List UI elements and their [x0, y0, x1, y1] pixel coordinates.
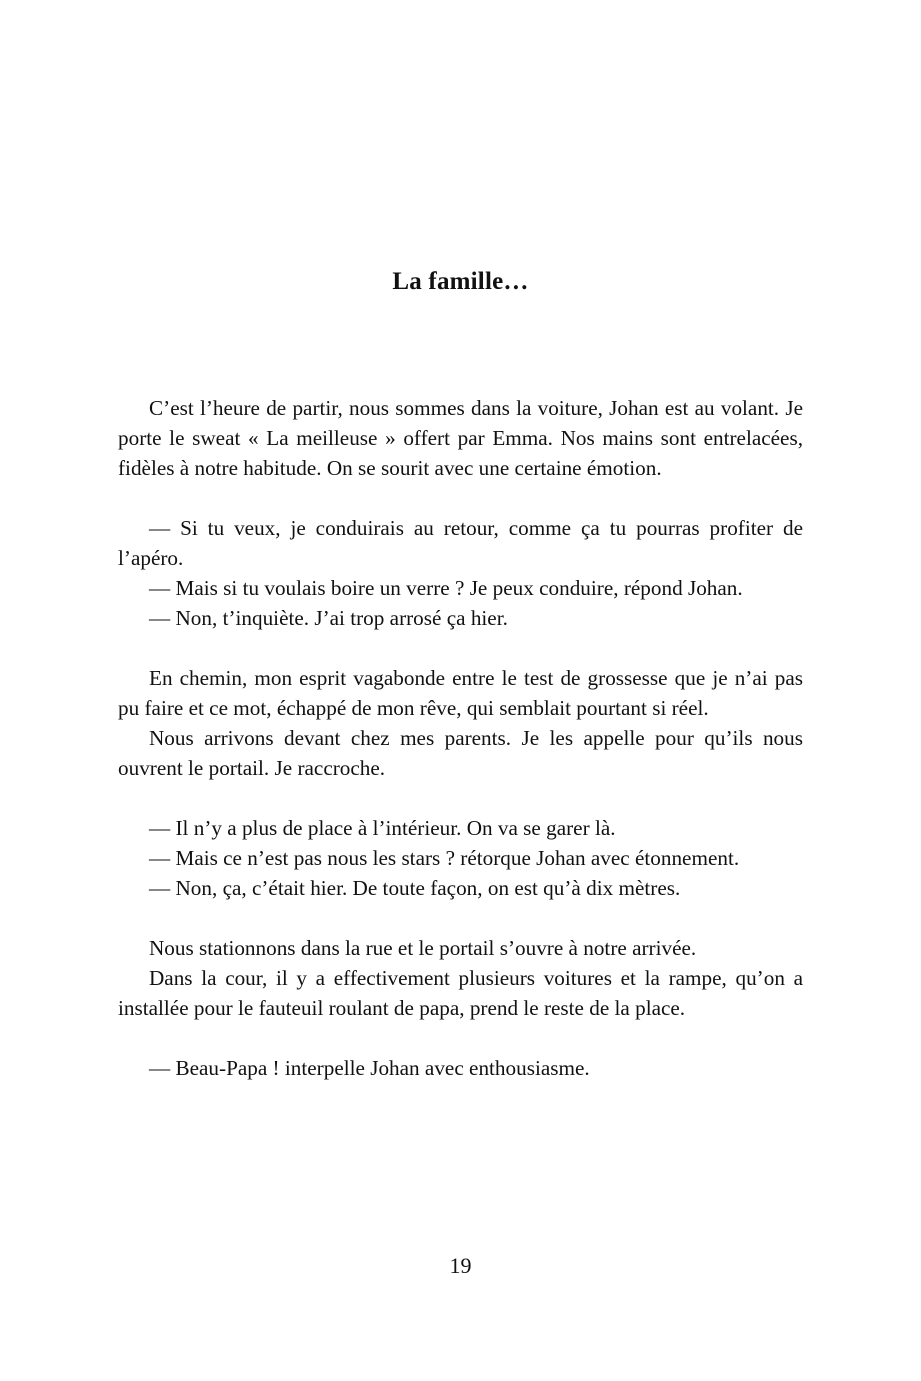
dialogue-line: — Beau-Papa ! interpelle Johan avec enthousiasme.	[149, 1056, 590, 1080]
paragraph: Nous arrivons devant chez mes parents. Je les appelle pour qu’ils nous ouvrent le portail. Je raccroche.	[118, 726, 803, 780]
paragraph-spacer	[118, 783, 803, 813]
paragraph: C’est l’heure de partir, nous sommes dans la voiture, Johan est au volant. Je porte le sweat « La meilleuse » offert par Emma. Nos mains sont entrelacées, fidèles à notre habitude. On se sourit avec une certaine émotion.	[118, 396, 803, 480]
dialogue-line: — Non, t’inquiète. J’ai trop arrosé ça hier.	[149, 606, 508, 630]
dialogue-line: — Il n’y a plus de place à l’intérieur. On va se garer là.	[149, 816, 616, 840]
chapter-title: La famille…	[392, 268, 529, 295]
paragraph-spacer	[118, 903, 803, 933]
dialogue-line: — Non, ça, c’était hier. De toute façon, on est qu’à dix mètres.	[149, 876, 681, 900]
chapter-body	[118, 393, 803, 1083]
paragraph: Nous stationnons dans la rue et le portail s’ouvre à notre arrivée.	[149, 936, 697, 960]
dialogue-line: — Mais si tu voulais boire un verre ? Je peux conduire, répond Johan.	[149, 576, 743, 600]
paragraph-spacer	[118, 633, 803, 663]
dialogue-line: — Si tu veux, je conduirais au retour, comme ça tu pourras profiter de l’apéro.	[118, 516, 803, 570]
paragraph: Dans la cour, il y a effectivement plusieurs voitures et la rampe, qu’on a installée pour le fauteuil roulant de papa, prend le reste de la place.	[118, 966, 803, 1020]
page-number: 19	[449, 1253, 472, 1278]
paragraph: En chemin, mon esprit vagabonde entre le test de grossesse que je n’ai pas pu faire et ce mot, échappé de mon rêve, qui semblait pourtant si réel.	[118, 666, 803, 720]
dialogue-line: — Mais ce n’est pas nous les stars ? rétorque Johan avec étonnement.	[149, 846, 740, 870]
paragraph-spacer	[118, 483, 803, 513]
paragraph-spacer	[118, 1023, 803, 1053]
